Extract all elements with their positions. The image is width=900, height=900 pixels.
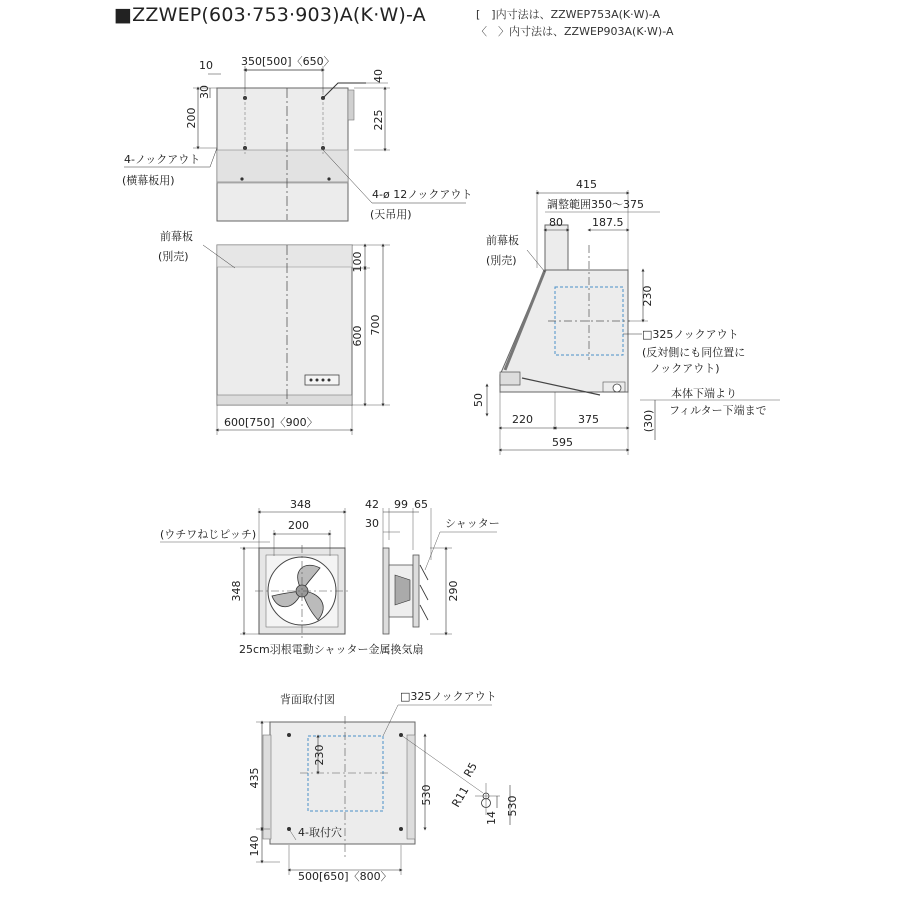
pitch-label: (ウチワねじピッチ) — [160, 528, 257, 541]
shutter-blade — [420, 585, 428, 600]
dim-225: 225 — [372, 109, 385, 131]
dim-595: 595 — [552, 436, 573, 449]
filter-note-2: フィルター下端まで — [669, 404, 767, 417]
back-r11: R11 — [449, 784, 472, 810]
fan-dim-30: 30 — [365, 517, 379, 530]
dim-415: 415 — [576, 178, 597, 191]
note-bracket: [ ]内寸法は、ZZWEP753A(K·W)-A — [476, 8, 661, 21]
knockout-sub: (横幕板用) — [122, 174, 175, 187]
shutter-blade — [420, 565, 428, 580]
hole-label: 4-ø 12ノックアウト — [372, 188, 473, 201]
dim-top-width: 350[500]〈650〉 — [241, 55, 335, 68]
dim-80: 80 — [549, 216, 563, 229]
fan-dim-200: 200 — [288, 519, 309, 532]
fan-dim-348-w: 348 — [290, 498, 311, 511]
back-view-body — [270, 722, 415, 844]
fan-caption: 25cm羽根電動シャッター金属換気扇 — [239, 643, 424, 656]
dim-200: 200 — [185, 107, 198, 129]
back-dim-width: 500[650]〈800〉 — [298, 870, 392, 883]
drawing-title: ■ZZWEP(603·753·903)A(K·W)-A — [114, 4, 426, 26]
shutter-label: シャッター — [445, 517, 500, 530]
back-r5: R5 — [461, 760, 480, 780]
fan-dim-99: 99 — [394, 498, 408, 511]
fan-dim-65: 65 — [414, 498, 428, 511]
dim-50: 50 — [472, 393, 485, 407]
fan-dim-290: 290 — [447, 580, 460, 602]
duct — [545, 225, 568, 270]
dim-187-5: 187.5 — [592, 216, 624, 229]
filter-note-1: 本体下端より — [671, 387, 737, 400]
knockout-label: 4-ノックアウト — [124, 153, 201, 166]
side-panel-sub: (別売) — [486, 254, 517, 267]
fan-dim-42: 42 — [365, 498, 379, 511]
dim-700: 700 — [369, 314, 382, 336]
back-dim-435: 435 — [248, 767, 261, 789]
back-knockout-label: □325ノックアウト — [400, 690, 497, 703]
back-holes-label: 4-取付穴 — [298, 826, 342, 839]
dim-375: 375 — [578, 413, 599, 426]
dim-side-230: 230 — [641, 285, 654, 307]
note-angle: 〈 〉内寸法は、ZZWEP903A(K·W)-A — [476, 25, 674, 38]
back-dim-530-a: 530 — [420, 784, 433, 806]
back-dim-530-b: 530 — [506, 795, 519, 817]
dim-front-width: 600[750]〈900〉 — [224, 416, 318, 429]
top-view — [122, 55, 472, 221]
back-view — [248, 690, 519, 883]
side-knockout-1: □325ノックアウト — [642, 328, 739, 341]
dim-100: 100 — [351, 251, 364, 273]
front-panel-sub: (別売) — [158, 250, 189, 263]
dim-10: 10 — [199, 59, 213, 72]
back-dim-140: 140 — [248, 835, 261, 857]
fan-side-view — [365, 498, 500, 634]
hole-sub: (天吊用) — [370, 208, 412, 221]
shutter-blade — [420, 605, 428, 620]
side-view — [472, 178, 780, 455]
fan-front-view — [160, 498, 350, 640]
dim-600: 600 — [351, 325, 364, 347]
back-dim-14: 14 — [485, 811, 498, 825]
side-panel-label: 前幕板 — [486, 234, 519, 247]
front-view — [158, 229, 390, 435]
side-knockout-3: ノックアウト) — [650, 362, 720, 375]
back-title: 背面取付図 — [280, 693, 335, 706]
front-panel-label: 前幕板 — [160, 230, 193, 243]
mount-hole — [399, 827, 403, 831]
adjust-range: 調整範囲350～375 — [547, 198, 644, 211]
mount-hole — [287, 733, 291, 737]
dim-30: 30 — [198, 85, 211, 99]
side-knockout-2: (反対側にも同位置に — [642, 346, 746, 359]
dim-220: 220 — [512, 413, 533, 426]
dim-side-30: (30) — [642, 409, 655, 433]
back-dim-230: 230 — [313, 744, 326, 766]
fan-dim-348-h: 348 — [230, 580, 243, 602]
dim-40: 40 — [372, 69, 385, 83]
